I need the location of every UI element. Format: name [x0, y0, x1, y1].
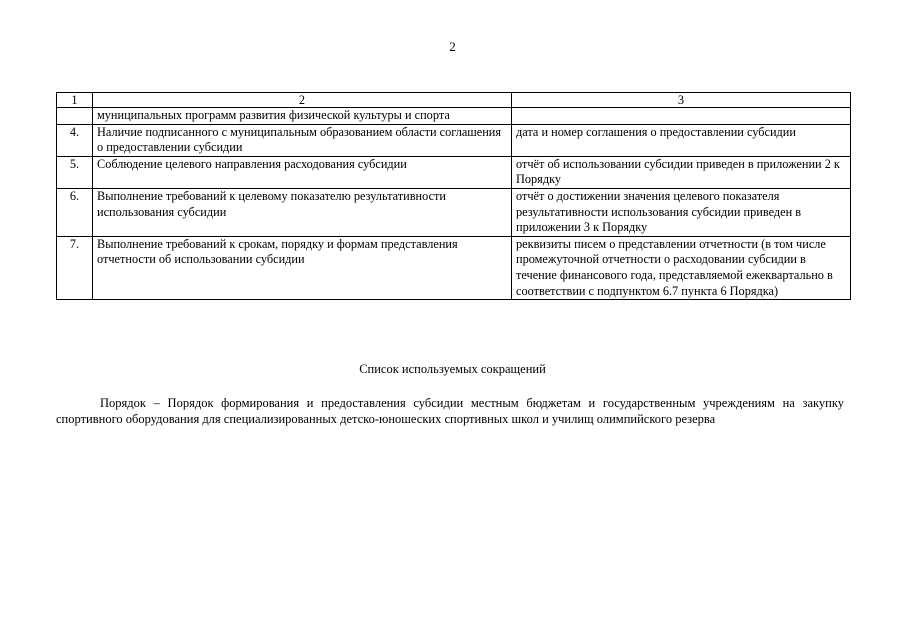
table-row: [57, 236, 851, 299]
row-number: 4.: [57, 124, 93, 156]
row-number: 6.: [57, 188, 93, 236]
criterion-cell: Выполнение требований к срокам, порядку и формам представления отчетности об использовании субсидии: [93, 236, 512, 299]
criterion-cell: Соблюдение целевого направления расходования субсидии: [93, 156, 512, 188]
document-cell: отчёт об использовании субсидии приведен в приложении 2 к Порядку: [512, 156, 851, 188]
row-number: 7.: [57, 236, 93, 299]
criterion-cell: Выполнение требований к целевому показателю результативности использования субсидии: [93, 188, 512, 236]
table-row: [57, 188, 851, 236]
table-header-row: [57, 93, 851, 108]
row-number: [57, 108, 93, 125]
table-row: [57, 124, 851, 156]
row-number: 5.: [57, 156, 93, 188]
abbreviations-text: Порядок – Порядок формирования и предоставления субсидии местным бюджетам и государственным учреждениям на закупку спортивного оборудования для специализированных детско-юношеских спортивных школ и училищ олимпийского резерва: [56, 396, 844, 426]
document-cell: отчёт о достижении значения целевого показателя результативности использования субсидии приведен в приложении 3 к Порядку: [512, 188, 851, 236]
criterion-cell: муниципальных программ развития физической культуры и спорта: [93, 108, 512, 125]
document-cell: дата и номер соглашения о предоставлении субсидии: [512, 124, 851, 156]
document-cell: реквизиты писем о представлении отчетности (в том числе промежуточной отчетности о расходовании субсидии в течение финансового года, представляемой ежеквартально в соответствии с подпунктом 6.7 пункта 6 Порядка): [512, 236, 851, 299]
criterion-cell: Наличие подписанного с муниципальным образованием области соглашения о предоставлении субсидии: [93, 124, 512, 156]
table-row: [57, 156, 851, 188]
header-cell-2: 2: [93, 93, 512, 108]
document-cell: [512, 108, 851, 125]
table-row: [57, 108, 851, 125]
page-number: 2: [449, 39, 456, 54]
header-cell-3: 3: [512, 93, 851, 108]
criteria-table: [56, 92, 851, 300]
abbreviations-title: Список используемых сокращений: [359, 362, 546, 376]
header-cell-1: 1: [57, 93, 93, 108]
